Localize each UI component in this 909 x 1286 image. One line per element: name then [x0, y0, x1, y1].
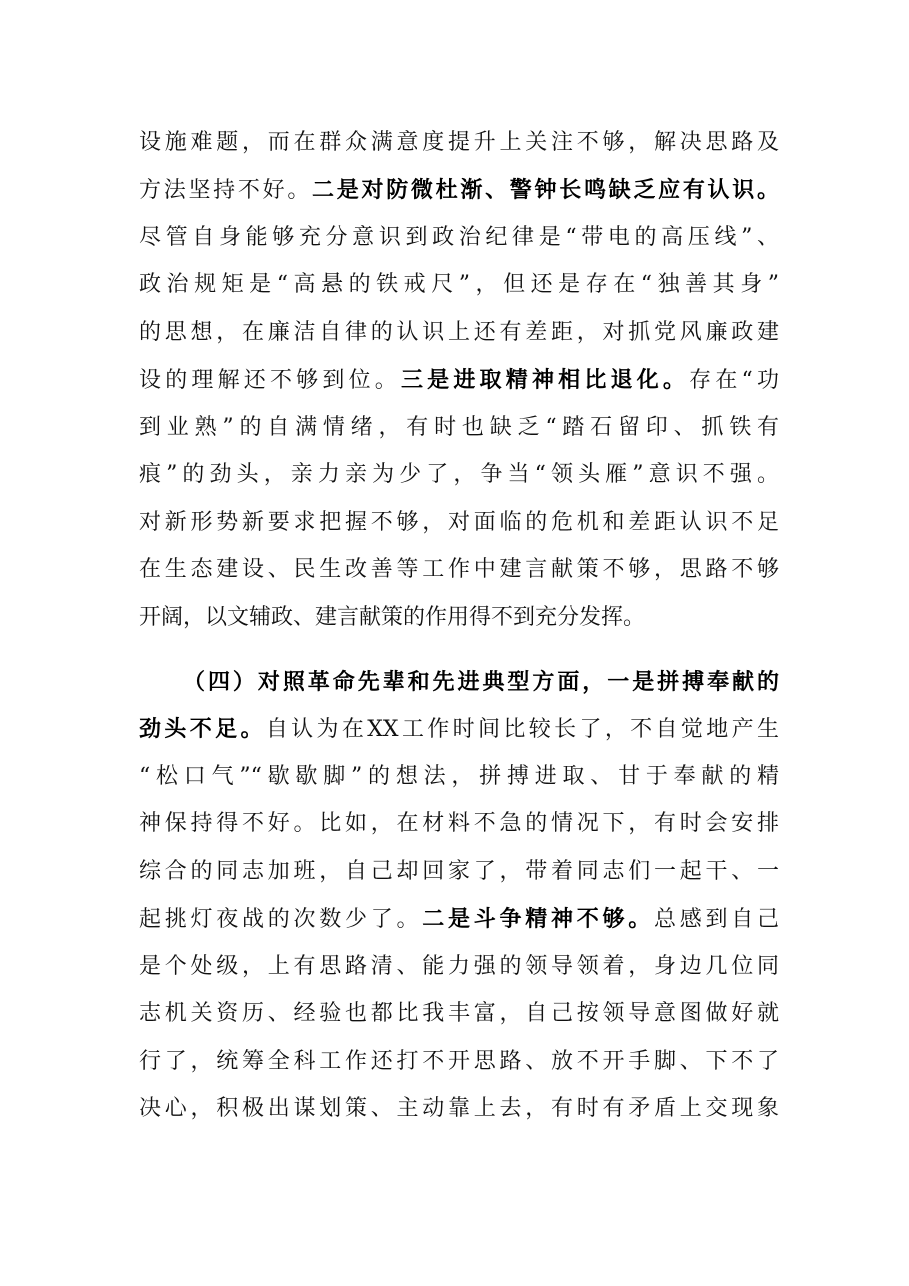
bold-heading-text: 二是对防微杜渐、警钟长鸣缺乏应有认识。	[312, 177, 779, 203]
line-text: 对新形势新要求把握不够，对面临的危机和差距认识不足	[139, 510, 779, 535]
bold-heading-text: 三是进取精神相比退化。	[400, 367, 690, 393]
line-text: 设的理解还不够到位。	[139, 368, 401, 393]
line-text: 开阔，以文辅政、建言献策的作用得不到充分发挥。	[139, 605, 646, 630]
text-line	[139, 167, 779, 213]
line-text: 在生态建设、民生改善等工作中建言献策不够，思路不够	[139, 557, 779, 582]
bold-heading-text: 二是斗争精神不够。	[422, 906, 654, 932]
text-line	[139, 120, 779, 166]
line-text: 神保持得不好。比如，在材料不急的情况下，有时会安排	[139, 811, 779, 836]
line-text: 的思想，在廉洁自律的认识上还有差距，对抓党风廉政建	[139, 320, 779, 345]
line-text: 志机关资历、经验也都比我丰富，自己按领导意图做好就	[139, 1001, 779, 1026]
bold-heading-text: 劲头不足。	[139, 716, 266, 742]
line-text: 政治规矩是“高悬的铁戒尺”，但还是存在“独善其身”	[139, 272, 779, 297]
text-line	[183, 659, 779, 705]
line-text: 方法坚持不好。	[139, 178, 313, 203]
line-text: 存在“功	[689, 368, 779, 393]
text-line	[139, 547, 779, 593]
line-text: 综合的同志加班，自己却回家了，带着同志们一起干、一	[139, 859, 779, 884]
text-line	[139, 801, 779, 847]
line-text: 痕”的劲头，亲力亲为少了，争当“领头雁”意识不强。	[139, 462, 779, 487]
line-text: 到业熟”的自满情绪，有时也缺乏“踏石留印、抓铁有	[139, 415, 779, 440]
text-line	[139, 849, 779, 895]
bold-heading-text: （四）对照革命先辈和先进典型方面，一是拼搏奉献的	[183, 669, 779, 695]
line-text: 行了，统筹全科工作还打不开思路、放不开手脚、下不了	[139, 1049, 779, 1074]
line-text: 自认为在XX工作时间比较长了，不自觉地产生	[265, 717, 779, 742]
text-line	[139, 262, 779, 308]
text-line	[139, 452, 779, 498]
text-line	[139, 991, 779, 1037]
text-line	[139, 754, 779, 800]
text-line	[139, 944, 779, 990]
line-text: 尽管自身能够充分意识到政治纪律是“带电的高压线”、	[139, 225, 779, 250]
line-text: 起挑灯夜战的次数少了。	[139, 907, 423, 932]
text-line	[139, 595, 779, 641]
text-line	[139, 1039, 779, 1085]
line-text: 设施难题，而在群众满意度提升上关注不够，解决思路及	[139, 130, 779, 155]
line-text: 是个处级，上有思路清、能力强的领导领着，身边几位同	[139, 954, 779, 979]
line-text: 决心，积极出谋划策、主动靠上去，有时有矛盾上交现象	[139, 1096, 779, 1121]
text-line	[139, 405, 779, 451]
text-line	[139, 215, 779, 261]
text-line	[139, 706, 779, 752]
text-line	[139, 1086, 779, 1132]
text-line	[139, 500, 779, 546]
text-line	[139, 896, 779, 942]
line-text: “松口气”“歇歇脚”的想法，拼搏进取、甘于奉献的精	[139, 764, 779, 789]
text-line	[139, 310, 779, 356]
text-line	[139, 357, 779, 403]
line-text: 总感到自己	[653, 907, 779, 932]
